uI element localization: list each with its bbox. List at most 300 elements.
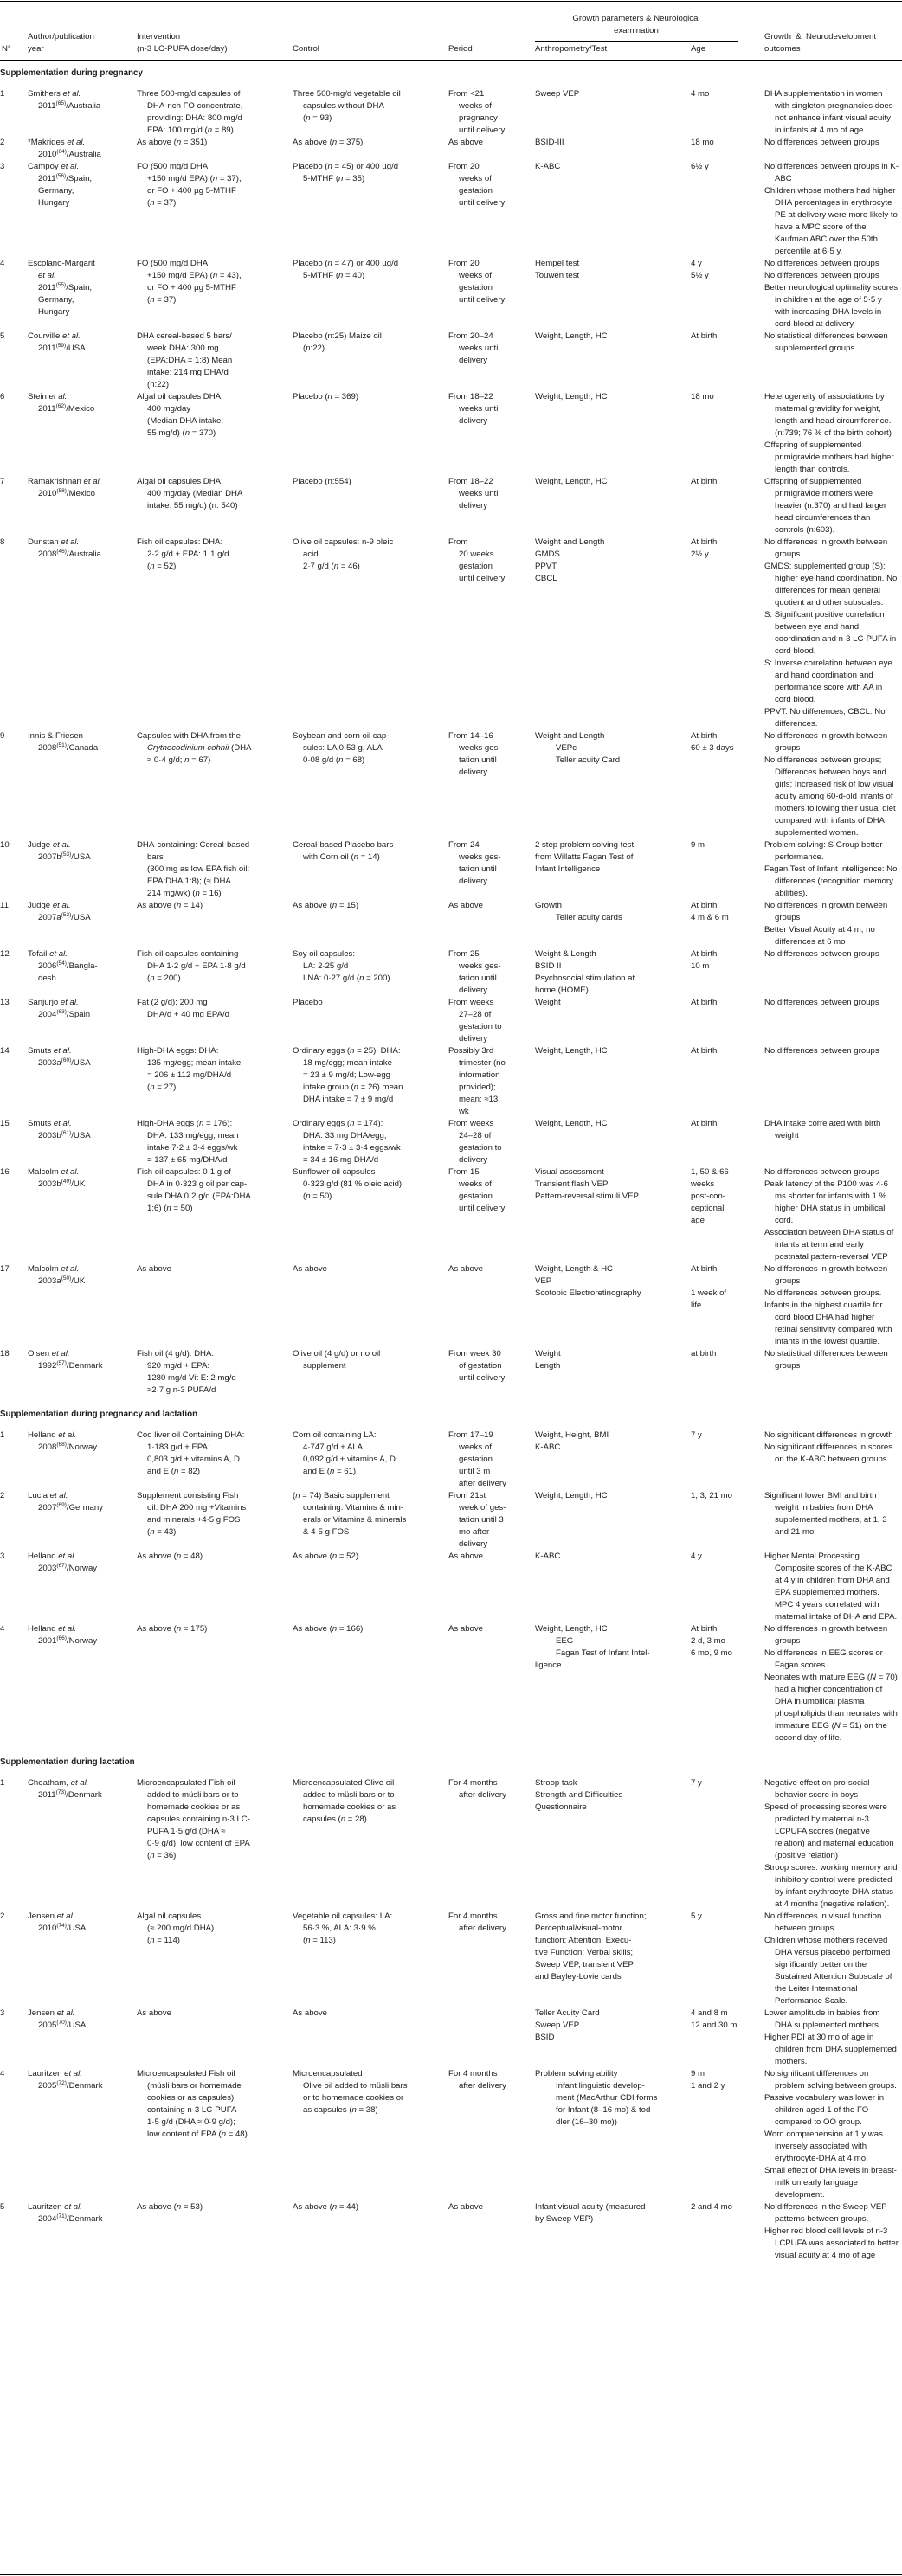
cell-author	[28, 997, 137, 1045]
cell-line: dler (16–30 mo))	[556, 2117, 617, 2127]
cell-anthropometry	[535, 1623, 691, 1744]
cell-line: tation until 3	[459, 1515, 504, 1525]
outcome-paragraph: No differences between groups	[764, 949, 879, 959]
cell-control	[293, 476, 448, 536]
cell-age	[691, 2068, 764, 2201]
cell-line: Innis & Friesen	[28, 731, 83, 741]
cell-line: weeks of	[459, 101, 492, 111]
cell-line: Olive oil capsules: n-9 oleic	[293, 537, 394, 547]
cell-line: (n = 43)	[147, 1527, 177, 1537]
cell-anthropometry	[535, 476, 691, 536]
cell-line: 0,092 g/d + vitamins A, D	[303, 1455, 396, 1464]
cell-line: Weight, Length, HC	[535, 1046, 608, 1056]
cell-author	[28, 1045, 137, 1118]
cell-line: capsules (n = 28)	[303, 1815, 367, 1824]
cell-line: 0·08 g/d (n = 68)	[303, 755, 365, 765]
cell-line: Three 500-mg/d vegetable oil	[293, 89, 401, 99]
cell-n: 2	[0, 1491, 5, 1500]
cell-line: et al.	[38, 271, 56, 280]
outcome-paragraph: No significant differences in growth	[764, 1430, 893, 1440]
cell-line: and Bayley-Lovie cards	[535, 1972, 622, 1982]
cell-anthropometry	[535, 1348, 691, 1397]
cell-line: oil: DHA 200 mg +Vitamins	[147, 1503, 247, 1513]
cell-line: At birth	[691, 1119, 718, 1128]
cell-line: 2008$^{(46)}$/Australia	[38, 548, 101, 559]
cell-line: ment (MacArthur CDI forms	[556, 2093, 658, 2103]
outcome-paragraph: No significant differences on problem solving between groups.	[764, 2069, 897, 2091]
cell-line: Malcolm et al.	[28, 1167, 80, 1177]
cell-outcomes	[764, 1490, 902, 1551]
cell-line: 7 y	[691, 1778, 702, 1788]
cell-line: GMDS	[535, 549, 560, 559]
cell-line	[448, 2007, 532, 2020]
table-row	[0, 948, 902, 997]
cell-line: Pattern-reversal stimuli VEP	[535, 1192, 639, 1201]
cell-anthropometry	[535, 2201, 691, 2262]
outcome-paragraph: No significant differences in scores on the K-ABC between groups.	[764, 1442, 893, 1464]
cell-anthropometry	[535, 1045, 691, 1118]
cell-line: Placebo (n = 369)	[293, 392, 359, 401]
cell-line: 0·9 g/d); low content of EPA	[147, 1839, 250, 1848]
cell-control	[293, 1429, 448, 1490]
cell-n: 15	[0, 1119, 10, 1128]
outcome-paragraph: No differences in the Sweep VEP patterns between groups.	[764, 2202, 887, 2224]
cell-line: Smuts et al.	[28, 1119, 72, 1128]
cell-line: As above (n = 351)	[137, 138, 208, 147]
cell-line: until delivery	[459, 125, 506, 135]
cell-intervention	[137, 161, 293, 258]
cell-line: 55 mg/d) (n = 370)	[147, 428, 216, 438]
cell-line: (≈ 200 mg/d DHA)	[147, 1924, 215, 1933]
cell-control	[293, 391, 448, 476]
outcome-paragraph: Children whose mothers received DHA versus placebo performed significantly better on the Sustained Attention Subscale of the Leiter International Performance Scale.	[764, 1936, 892, 2006]
cell-line: Weight	[535, 1349, 561, 1359]
cell-line: Possibly 3rd	[448, 1046, 494, 1056]
cell-line: Teller acuity cards	[556, 913, 622, 922]
cell-line: Olive oil (4 g/d) or no oil	[293, 1349, 381, 1359]
cell-period	[448, 1263, 535, 1348]
cell-line: From 17–19	[448, 1430, 493, 1440]
cell-line: = 206 ± 112 mg/DHA/d	[147, 1070, 232, 1080]
cell-line: or FO + 400 µg 5-MTHF	[147, 283, 236, 292]
cell-line: 1992$^{(57)}$/Denmark	[38, 1359, 103, 1371]
cell-line: Transient flash VEP	[535, 1179, 609, 1189]
cell-age	[691, 88, 764, 137]
cell-line: PUFA 1·5 g/d (DHA ≈	[147, 1827, 226, 1836]
cell-line: 56·3 %, ALA: 3·9 %	[303, 1924, 376, 1933]
section-title: Supplementation during lactation	[0, 1757, 135, 1767]
cell-line: Germany,	[38, 186, 74, 196]
cell-anthropometry	[535, 1911, 691, 2007]
cell-line: For 4 months	[448, 1911, 498, 1921]
cell-period	[448, 88, 535, 137]
cell-line: 1280 mg/d Vit E: 2 mg/d	[147, 1373, 236, 1383]
cell-anthropometry	[535, 391, 691, 476]
outcome-paragraph: GMDS: supplemented group (S): higher eye hand coordination. No differences for mean general quotient and other subscales.	[764, 562, 898, 607]
cell-n: 6	[0, 392, 5, 401]
cell-n: 13	[0, 998, 10, 1007]
cell-line: and minerals +4·5 g FOS	[147, 1515, 241, 1525]
cell-line: 2·2 g/d + EPA: 1·1 g/d	[147, 549, 229, 559]
cell-line: As above	[448, 138, 484, 147]
header-outcomes: Growth & Neurodevelopment outcomes	[764, 32, 877, 54]
cell-line: At birth	[691, 949, 718, 959]
cell-outcomes	[764, 1911, 902, 2007]
cell-line: and E (n = 61)	[303, 1467, 357, 1476]
cell-line: 4·747 g/d + ALA:	[303, 1442, 365, 1452]
cell-n: 9	[0, 731, 5, 741]
outcome-paragraph: No statistical differences between supplemented groups	[764, 331, 888, 353]
cell-line: Lauritzen et al.	[28, 2069, 82, 2078]
cell-line: DHA cereal-based 5 bars/	[137, 331, 232, 341]
cell-line: From 24	[448, 840, 480, 850]
outcome-paragraph: No differences in growth between groups	[764, 1624, 888, 1646]
cell-line: 2005$^{(72)}$/Denmark	[38, 2079, 103, 2091]
cell-line: 1:6) (n = 50)	[147, 1204, 193, 1213]
cell-anthropometry	[535, 839, 691, 900]
outcome-paragraph: Neonates with mature EEG (N = 70) had a higher concentration of DHA in umbilical plasma phospholipids than neonates with immature EEG (N = 51) on the second day of life.	[764, 1673, 898, 1743]
cell-anthropometry	[535, 997, 691, 1045]
cell-line: K-ABC	[535, 162, 561, 171]
cell-intervention	[137, 476, 293, 536]
cell-line: 12 and 30 m	[691, 2020, 738, 2030]
cell-line: for Infant (8–16 mo) & tod-	[556, 2105, 654, 2115]
cell-line: 5-MTHF (n = 35)	[303, 174, 365, 183]
cell-intervention	[137, 391, 293, 476]
cell-intervention	[137, 1263, 293, 1348]
cell-line: 6½ y	[691, 162, 709, 171]
table-row	[0, 2007, 902, 2068]
outcome-paragraph: No differences in EEG scores or Fagan scores.	[764, 1648, 883, 1670]
cell-period	[448, 1045, 535, 1118]
cell-age	[691, 900, 764, 948]
cell-line: From 20	[448, 259, 480, 268]
table-row	[0, 161, 902, 258]
cell-line: As above (n = 375)	[293, 138, 364, 147]
cell-intervention	[137, 2007, 293, 2068]
cell-line: ≈2·7 g n-3 PUFA/d	[147, 1385, 216, 1395]
cell-period	[448, 1429, 535, 1490]
cell-line: 2011$^{(59)}$/USA	[38, 342, 86, 353]
table-row	[0, 1623, 902, 1744]
cell-line: DHA intake = 7 ± 9 mg/d	[303, 1095, 394, 1104]
cell-line: (300 mg as low EPA fish oil:	[147, 864, 250, 874]
cell-author	[28, 161, 137, 258]
cell-outcomes	[764, 1348, 902, 1397]
cell-line: tive Function; Verbal skills;	[535, 1948, 634, 1957]
cell-age	[691, 1551, 764, 1623]
cell-line: Infant Intelligence	[535, 864, 601, 874]
cell-line: Ordinary eggs (n = 25): DHA:	[293, 1046, 401, 1056]
cell-n: 8	[0, 537, 5, 547]
cell-line: Fish oil capsules containing	[137, 949, 239, 959]
cell-n: 2	[0, 1911, 5, 1921]
cell-line: 10 m	[691, 961, 710, 971]
cell-n: 18	[0, 1349, 10, 1359]
outcome-paragraph: Better neurological optimality scores in children at the age of 5·5 y with increasing DHA levels in cord blood at delivery	[764, 283, 899, 329]
cell-period	[448, 2007, 535, 2068]
cell-control	[293, 1777, 448, 1911]
cell-line: until 3 m	[459, 1467, 491, 1476]
table-row	[0, 1045, 902, 1118]
cell-author	[28, 2068, 137, 2201]
cell-line: Weight, Height, BMI	[535, 1430, 609, 1440]
cell-control	[293, 1263, 448, 1348]
cell-line: 6 mo, 9 mo	[691, 1648, 732, 1658]
cell-period	[448, 161, 535, 258]
cell-line: 135 mg/egg; mean intake	[147, 1058, 242, 1068]
cell-line: week of ges-	[459, 1503, 506, 1513]
cell-line: 2½ y	[691, 549, 709, 559]
cell-period	[448, 997, 535, 1045]
cell-age	[691, 2007, 764, 2068]
cell-line: Fish oil (4 g/d): DHA:	[137, 1349, 215, 1359]
cell-age	[691, 730, 764, 839]
cell-line: 4 mo	[691, 89, 710, 99]
cell-line: added to müsli bars or to	[303, 1790, 395, 1800]
cell-line: 5½ y	[691, 271, 709, 280]
cell-line: 1, 3, 21 mo	[691, 1491, 732, 1500]
section-header	[0, 1744, 902, 1777]
cell-line: (n = 37)	[147, 198, 177, 208]
cell-line: = 34 ± 16 mg DHA/d	[303, 1155, 379, 1165]
cell-line: weeks of	[459, 271, 492, 280]
outcome-paragraph: S: Significant positive correlation between eye and hand coordination and n-3 LC-PUFA in cord blood.	[764, 610, 897, 656]
cell-line: Sunflower oil capsules	[293, 1167, 376, 1177]
cell-line: For 4 months	[448, 1778, 498, 1788]
cell-line: after delivery	[459, 1924, 506, 1933]
cell-line: 18 mo	[691, 138, 714, 147]
cell-line: low content of EPA (n = 48)	[147, 2130, 248, 2139]
cell-line: Touwen test	[535, 271, 580, 280]
cell-age	[691, 1263, 764, 1348]
cell-line: ligence	[535, 1661, 562, 1670]
cell-line: 2 step problem solving test	[535, 840, 635, 850]
cell-line: delivery	[459, 877, 488, 886]
cell-line: from Willatts Fagan Test of	[535, 852, 634, 862]
cell-control	[293, 997, 448, 1045]
cell-outcomes	[764, 536, 902, 730]
outcome-paragraph: PPVT: No differences; CBCL: No differences.	[764, 707, 886, 729]
cell-line: 2011$^{(73)}$/Denmark	[38, 1789, 102, 1800]
cell-line: At birth	[691, 1264, 718, 1274]
cell-age	[691, 948, 764, 997]
cell-line: Weight, Length, HC	[535, 1119, 608, 1128]
cell-n: 3	[0, 162, 5, 171]
cell-line: Jensen et al.	[28, 1911, 75, 1921]
cell-line: BSID II	[535, 961, 562, 971]
cell-line: 60 ± 3 days	[691, 743, 734, 753]
cell-line: gestation	[459, 1455, 493, 1464]
cell-line: Campoy et al.	[28, 162, 80, 171]
cell-anthropometry	[535, 900, 691, 948]
cell-line: capsules containing n-3 LC-	[147, 1815, 250, 1824]
table-body	[0, 67, 902, 2262]
cell-line: delivery	[459, 356, 488, 365]
cell-line: At birth	[691, 998, 718, 1007]
cell-control	[293, 1166, 448, 1263]
outcome-paragraph: Heterogeneity of associations by maternal gravidity for weight, length and head circumference. (n:739; 76 % of the birth cohort)	[764, 392, 892, 438]
cell-line: Placebo (n = 45) or 400 µg/d	[293, 162, 399, 171]
cell-line: At birth	[691, 1046, 718, 1056]
cell-line: EPA:DHA 1:8); (≈ DHA	[147, 877, 231, 886]
cell-line: As above	[137, 2008, 172, 2018]
cell-line: delivery	[459, 986, 488, 995]
outcome-paragraph: No differences between groups.	[764, 1288, 882, 1298]
cell-line: (n = 37)	[147, 295, 177, 305]
cell-n: 14	[0, 1046, 10, 1056]
cell-line: Problem solving ability	[535, 2069, 618, 2078]
cell-line: delivery	[459, 1539, 488, 1549]
cell-control	[293, 258, 448, 331]
cell-line: From 18–22	[448, 392, 493, 401]
outcome-paragraph: No differences between groups	[764, 998, 879, 1007]
cell-author	[28, 1429, 137, 1490]
cell-line: At birth	[691, 731, 718, 741]
cell-control	[293, 2201, 448, 2262]
cell-line: VEPc	[556, 743, 577, 753]
cell-line: DHA-containing: Cereal-based	[137, 840, 250, 850]
cell-line: Placebo (n:554)	[293, 477, 351, 486]
cell-intervention	[137, 258, 293, 331]
cell-line: (n = 50)	[303, 1192, 332, 1201]
cell-outcomes	[764, 88, 902, 137]
cell-n: 1	[0, 89, 5, 99]
cell-control	[293, 2068, 448, 2201]
cell-line: wk	[459, 1107, 469, 1116]
cell-control	[293, 161, 448, 258]
cell-line: 27–28 of	[459, 1010, 492, 1019]
cell-line: DHA-rich FO concentrate,	[147, 101, 243, 111]
cell-outcomes	[764, 900, 902, 948]
cell-age	[691, 161, 764, 258]
cell-line: Smithers et al.	[28, 89, 81, 99]
cell-outcomes	[764, 331, 902, 391]
cell-control	[293, 730, 448, 839]
cell-author	[28, 331, 137, 391]
cell-line: weeks of	[459, 1179, 492, 1189]
cell-line: 5 y	[691, 1911, 702, 1921]
outcome-paragraph: Peak latency of the P100 was 4·6 ms shorter for infants with 1 % higher DHA status in umbilical cord.	[764, 1179, 888, 1225]
table-row	[0, 137, 902, 161]
cell-n: 4	[0, 1624, 5, 1634]
outcome-paragraph: No differences between groups	[764, 271, 879, 280]
cell-n: 5	[0, 2202, 5, 2212]
cell-control	[293, 2007, 448, 2068]
cell-line: intake: 214 mg DHA/d	[147, 368, 229, 377]
cell-outcomes	[764, 2007, 902, 2068]
cell-line: information	[459, 1070, 500, 1080]
cell-intervention	[137, 1777, 293, 1911]
cell-line: of gestation	[459, 1361, 502, 1371]
cell-line: function; Attention, Execu-	[535, 1936, 632, 1945]
cell-line: 920 mg/d + EPA:	[147, 1361, 210, 1371]
cell-line: As above (n = 15)	[293, 901, 359, 910]
cell-line: From 20	[448, 162, 480, 171]
outcome-paragraph: Higher PDI at 30 mo of age in children from DHA supplemented mothers.	[764, 2033, 897, 2066]
outcome-paragraph: Small effect of DHA levels in breast-milk on early language development.	[764, 2166, 897, 2200]
cell-line: intake = 7·3 ± 3·4 eggs/wk	[303, 1143, 401, 1153]
cell-line: desh	[38, 973, 56, 983]
cell-line: Three 500-mg/d capsules of	[137, 89, 241, 99]
cell-line: gestation to	[459, 1143, 502, 1153]
cell-line: intake: 55 mg/d) (n: 540)	[147, 501, 238, 511]
cell-outcomes	[764, 1263, 902, 1348]
cell-age	[691, 331, 764, 391]
cell-intervention	[137, 1911, 293, 2007]
cell-line: Microencapsulated Fish oil	[137, 2069, 235, 2078]
cell-line: +150 mg/d EPA) (n = 37),	[147, 174, 242, 183]
cell-line: Dunstan et al.	[28, 537, 80, 547]
cell-line: Teller Acuity Card	[535, 2008, 600, 2018]
cell-line: mo after	[459, 1527, 490, 1537]
cell-line: weeks ges-	[459, 961, 501, 971]
cell-line: 2008$^{(51)}$/Canada	[38, 742, 99, 753]
cell-line: after delivery	[459, 2081, 506, 2091]
cell-line: provided);	[459, 1082, 496, 1092]
cell-line: Weight, Length, HC	[535, 1624, 608, 1634]
outcome-paragraph: Word comprehension at 1 y was inversely associated with erythrocyte-DHA at 4 mo.	[764, 2130, 883, 2163]
cell-anthropometry	[535, 1429, 691, 1490]
cell-n: 10	[0, 840, 10, 850]
cell-line: As above	[448, 2202, 484, 2212]
cell-line: (n = 27)	[147, 1082, 177, 1092]
cell-line: by Sweep VEP)	[535, 2214, 594, 2224]
cell-line: 1, 50 & 66	[691, 1167, 729, 1177]
cell-line: CBCL	[535, 574, 557, 583]
cell-line: Visual assessment	[535, 1167, 604, 1177]
cell-line: tation until	[459, 864, 497, 874]
cell-outcomes	[764, 730, 902, 839]
cell-period	[448, 258, 535, 331]
header-group-growth-neuro: Growth parameters & Neurological examination	[572, 14, 700, 35]
cell-line: $2007a^{(52)}$/USA	[38, 911, 91, 922]
cell-control	[293, 1911, 448, 2007]
cell-author	[28, 1911, 137, 2007]
cell-n: 17	[0, 1264, 10, 1274]
cell-line: Sanjurjo et al.	[28, 998, 79, 1007]
cell-line: after delivery	[459, 1479, 506, 1488]
cell-line: 0,803 g/d + vitamins A, D	[147, 1455, 240, 1464]
cell-line: = 23 ± 9 mg/d; Low-egg	[303, 1070, 390, 1080]
cell-period	[448, 1118, 535, 1166]
cell-line: homemade cookies or as	[147, 1802, 241, 1812]
cell-age	[691, 1777, 764, 1911]
cell-age	[691, 1045, 764, 1118]
table-row	[0, 1777, 902, 1911]
cell-control	[293, 839, 448, 900]
cell-line: LNA: 0·27 g/d (n = 200)	[303, 973, 390, 983]
cell-line: Fagan Test of Infant Intel-	[556, 1648, 650, 1658]
cell-line: 9 m	[691, 840, 705, 850]
cell-line: Microencapsulated Olive oil	[293, 1778, 395, 1788]
cell-line: Helland et al.	[28, 1430, 77, 1440]
cell-line: Lauritzen et al.	[28, 2202, 82, 2212]
section-header	[0, 67, 902, 88]
cell-n: 11	[0, 901, 9, 910]
cell-intervention	[137, 1490, 293, 1551]
cell-anthropometry	[535, 1263, 691, 1348]
cell-line: 2011$^{(65)}$/Australia	[38, 100, 101, 111]
cell-line: 2010$^{(64)}$/Australia	[38, 148, 101, 159]
header-intervention: Intervention (n-3 LC-PUFA dose/day)	[137, 32, 228, 54]
cell-line: Weight	[535, 998, 561, 1007]
cell-line: From	[448, 537, 468, 547]
table-row	[0, 1551, 902, 1623]
cell-period	[448, 137, 535, 161]
cell-line: Helland et al.	[28, 1624, 77, 1634]
cell-n: 2	[0, 138, 5, 147]
